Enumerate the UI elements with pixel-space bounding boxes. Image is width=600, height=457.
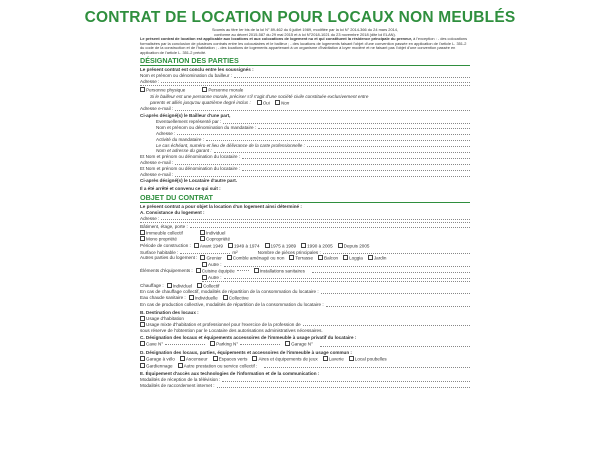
chauffage-row: Chauffage : Individuel Collectif: [140, 282, 220, 289]
intro-block: [140, 28, 470, 56]
checkbox-terrasse[interactable]: [289, 255, 294, 260]
checkbox-ascenseur[interactable]: [180, 356, 185, 361]
mandataire-address-field[interactable]: Adresse :: [140, 131, 470, 137]
checkbox-periode[interactable]: [338, 243, 343, 248]
section-heading: DÉSIGNATION DES PARTIES: [140, 56, 239, 65]
checkbox-copropriete[interactable]: [200, 236, 205, 241]
bailleur-email-field[interactable]: Adresse e-mail :: [140, 106, 470, 112]
logement-address-field[interactable]: Adresse :: [140, 216, 470, 222]
checkbox-local-poubelles[interactable]: [349, 356, 354, 361]
immeuble-type-row: Immeuble collectif Individuel: [140, 230, 470, 237]
checkbox-laverie[interactable]: [323, 356, 328, 361]
checkbox-balcon[interactable]: [318, 255, 323, 260]
personne-type-checkboxes: Personne physique Personne morale: [140, 87, 470, 94]
checkbox-espaces-verts[interactable]: [213, 356, 218, 361]
surface-row[interactable]: Surface habitable : m² Nombre de pièces principales :: [140, 250, 470, 256]
checkbox-immeuble-collectif[interactable]: [140, 230, 145, 235]
checkbox-periode[interactable]: [301, 243, 306, 248]
eau-repartition-field[interactable]: En cas de production collective, modalités de répartition de la consommation du locataire :: [140, 302, 470, 308]
commun-row-1: Garage à vélo Ascenseur Espaces verts Aires et équipements de jeux Laverie Local poubelles: [140, 356, 470, 363]
carte-pro-field[interactable]: Le cas échéant, numéro et lieu de délivrance de la carte professionnelle :: [140, 143, 470, 149]
locataire-designation: Ci-après désigné(s) le Locataire d'autre part.: [140, 178, 238, 184]
checkbox-cuisine[interactable]: [196, 268, 201, 273]
checkbox-oui[interactable]: [257, 100, 262, 105]
checkbox-cave[interactable]: [140, 341, 145, 346]
mandataire-name-field[interactable]: Nom et prénom ou dénomination du mandataire :: [140, 125, 470, 131]
usage-mixte-note: sous réserve de l'obtention par le Locataire des autorisations administratives nécessaires.: [140, 327, 323, 333]
checkbox-chauffage-collectif[interactable]: [197, 283, 202, 288]
bailleur-address-field[interactable]: Adresse :: [140, 79, 470, 85]
checkbox-eau-collective[interactable]: [223, 295, 228, 300]
chauffage-repartition-field[interactable]: En cas de chauffage collectif, modalités de répartition de la consommation du locataire :: [140, 289, 470, 295]
checkbox-autre-prestation[interactable]: [178, 363, 183, 368]
commun-row-2: Gardiennage Autre prestation ou service collectif :: [140, 363, 470, 370]
autre-partie-field[interactable]: Autre :: [140, 262, 470, 268]
bailleur-designation: Ci-après désigné(s) le Bailleur d'une part,: [140, 113, 231, 119]
checkbox-personne-morale[interactable]: [202, 87, 207, 92]
privatif-row: Cave N° Parking N° Garage N°: [140, 341, 470, 348]
checkbox-periode[interactable]: [194, 243, 199, 248]
eau-chaude-row: Eau chaude sanitaire : Individuelle Collective: [140, 295, 249, 302]
checkbox-periode[interactable]: [265, 243, 270, 248]
equipements-row: Éléments d'équipements : Cuisine équipée Installations sanitaires: [140, 268, 470, 275]
subsection-d-heading: D. Désignation des locaux, parties, équipements et accessoires de l'immeuble à usage commun :: [140, 349, 352, 355]
checkbox-grenier[interactable]: [200, 255, 205, 260]
checkbox-comble[interactable]: [227, 255, 232, 260]
checkbox-garage-velo[interactable]: [140, 356, 145, 361]
propriete-type-row: Mono propriété Copropriété: [140, 236, 470, 243]
checkbox-jardin[interactable]: [368, 255, 373, 260]
convenu-statement: Il a été arrêté et convenu ce qui suit :: [140, 185, 221, 191]
subsection-e-heading: E. Équipement d'accès aux technologies de l'information et de la communication :: [140, 371, 320, 377]
usage-mixte-row[interactable]: Usage mixte d'habitation et professionnel pour l'exercice de la profession de: [140, 322, 470, 328]
sci-question: Si le bailleur est une personne morale, préciser s'il s'agit d'une société civile constituée exclusivement entre: [150, 93, 369, 99]
contract-body: [140, 55, 470, 389]
checkbox-periode[interactable]: [228, 243, 233, 248]
bailleur-name-field[interactable]: Nom et prénom ou dénomination du bailleur :: [140, 73, 470, 79]
usage-habitation-row: Usage d'habitation: [140, 316, 470, 322]
garant-field[interactable]: Nom et adresse du garant :: [140, 148, 470, 154]
legal-ref: conforme au décret 2015-587 du 29 mai 2015 et à loi N°2018-1021 du 23 novembre 2018 (dite loi ELAN).: [214, 31, 396, 37]
section-rule: [140, 65, 470, 66]
locataire-2-field[interactable]: Et Nom et prénom ou dénomination du locataire :: [140, 166, 470, 172]
document-title: CONTRAT DE LOCATION POUR LOCAUX NON MEUBLÉS: [84, 9, 516, 26]
applicability-notice: Le présent contrat de location est applicable aux locations et aux colocations de logement nu et qui constituent la résidence principale du preneur, à l'exception : - des colocations formalisées par la conclusion de plusieurs contrats entre les colocataires et le bailleur ; - des locations de logements faisant l'objet d'une convention passée en application de l'article L. 351-2 du code de la construction et de l'habitation ; - des locations de logements appartenant à un organisme d'habitation à loyer modéré et ne faisant pas l'objet d'une convention passée en application de l'article L. 351-2 précité.: [140, 36, 468, 55]
sci-question-row: parents et alliés jusqu'au quatrième degré inclus : Oui Non: [150, 99, 290, 106]
checkbox-eau-individuelle[interactable]: [189, 295, 194, 300]
checkbox-gardiennage[interactable]: [140, 363, 145, 368]
checkbox-individuel[interactable]: [200, 230, 205, 235]
subsection-a-heading: A. Consistance du logement :: [140, 209, 205, 215]
checkbox-parking[interactable]: [210, 341, 215, 346]
subsection-c-heading: C. Désignation des locaux et équipements accessoires de l'immeuble à usage privatif du locataire :: [140, 335, 357, 341]
autres-parties-row: Autres parties du logement : Grenier Comble aménagé ou non Terrasse Balcon Loggia Jardin: [140, 255, 387, 262]
represente-field[interactable]: Eventuellement représenté par :: [140, 119, 470, 125]
locataire-1-field[interactable]: Et Nom et prénom ou dénomination du locataire :: [140, 154, 470, 160]
television-field[interactable]: Modalités de réception de la télévision :: [140, 377, 470, 383]
checkbox-sanitaires[interactable]: [254, 268, 259, 273]
locataire-2-email-field[interactable]: Adresse e-mail :: [140, 172, 470, 178]
checkbox-personne-physique[interactable]: [140, 87, 145, 92]
section-rule: [140, 202, 470, 203]
checkbox-aires-jeux[interactable]: [252, 356, 257, 361]
checkbox-mono-propriete[interactable]: [140, 236, 145, 241]
objet-intro: Le présent contrat a pour objet la location d'un logement ainsi déterminé :: [140, 203, 302, 209]
autre-equipement-field[interactable]: Autre :: [140, 275, 470, 281]
checkbox-chauffage-individuel[interactable]: [167, 283, 172, 288]
checkbox-loggia[interactable]: [343, 255, 348, 260]
locataire-1-email-field[interactable]: Adresse e-mail :: [140, 160, 470, 166]
checkbox-non[interactable]: [275, 100, 280, 105]
mandataire-activity-field[interactable]: Activité du mandataire :: [140, 137, 470, 143]
parties-intro: Le présent contrat est conclu entre les soussignés :: [140, 67, 254, 72]
checkbox-usage-mixte[interactable]: [140, 322, 145, 327]
subsection-b-heading: B. Destination des locaux :: [140, 309, 199, 315]
internet-field[interactable]: Modalités de raccordement internet :: [140, 383, 470, 389]
checkbox-usage-habitation[interactable]: [140, 316, 145, 321]
section-heading: OBJET DU CONTRAT: [140, 192, 213, 202]
batiment-field[interactable]: Bâtiment, étage, porte :: [140, 224, 470, 230]
checkbox-garage[interactable]: [285, 341, 290, 346]
legal-ref: Soumis au titre Ier bis de la loi N° 89-462 du 6 juillet 1989, modifiée par la loi N° 2014-366 du 24 mars 2014,: [211, 27, 399, 32]
periode-construction-row: Période de construction : Avant 1949 1949 à 1974 1975 à 1989 1990 à 2005 Depuis 2005: [140, 242, 370, 249]
